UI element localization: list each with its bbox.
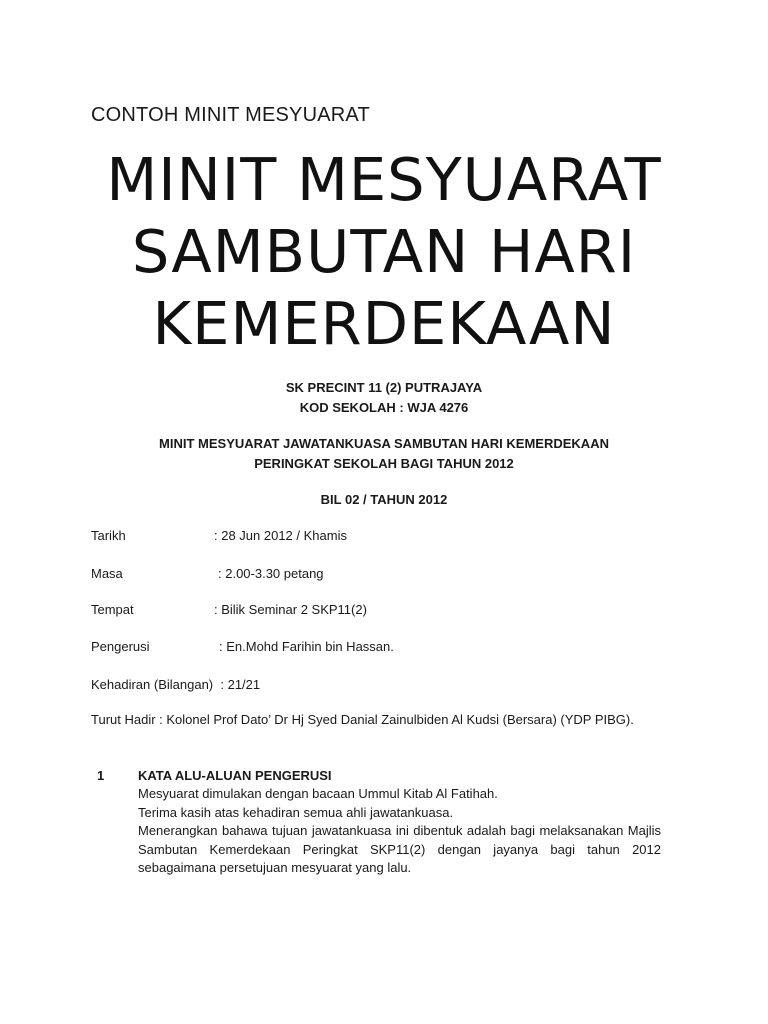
detail-row-masa	[91, 565, 324, 583]
detail-label: Tempat	[91, 602, 134, 617]
detail-value: : 28 Jun 2012 / Khamis	[214, 528, 347, 543]
detail-row-tarikh	[91, 527, 347, 545]
school-block	[0, 378, 768, 418]
detail-row-tempat	[91, 601, 367, 619]
detail-row-kehadiran	[91, 676, 260, 694]
section-number: 1	[97, 768, 105, 783]
detail-label: Kehadiran (Bilangan)	[91, 677, 214, 692]
title-line-2: SAMBUTAN HARI	[131, 217, 637, 286]
detail-label: Masa	[91, 566, 123, 581]
detail-label: Tarikh	[91, 528, 126, 543]
section-paragraph: Mesyuarat dimulakan dengan bacaan Ummul Kitab Al Fatihah.	[138, 786, 498, 801]
meeting-heading-line-2: PERINGKAT SEKOLAH BAGI TAHUN 2012	[254, 456, 514, 471]
section-paragraph: Terima kasih atas kehadiran semua ahli jawatankuasa.	[138, 805, 454, 820]
detail-value: : 21/21	[220, 677, 261, 692]
title-line-3: KEMERDEKAAN	[152, 289, 616, 358]
meeting-number: BIL 02 / TAHUN 2012	[320, 492, 448, 507]
school-code: KOD SEKOLAH : WJA 4276	[299, 400, 469, 415]
school-name: SK PRECINT 11 (2) PUTRAJAYA	[285, 380, 483, 395]
detail-label: Pengerusi	[91, 639, 150, 654]
detail-value: : 2.00-3.30 petang	[218, 566, 324, 581]
detail-value: : En.Mohd Farihin bin Hassan.	[219, 639, 394, 654]
section-title: KATA ALU-ALUAN PENGERUSI	[138, 768, 332, 783]
detail-value: : Bilik Seminar 2 SKP11(2)	[214, 602, 367, 617]
title-line-1: MINIT MESYUARAT	[106, 145, 662, 214]
meeting-heading-line-1: MINIT MESYUARAT JAWATANKUASA SAMBUTAN HARI KEMERDEKAAN	[159, 436, 609, 451]
document-kicker: CONTOH MINIT MESYUARAT	[91, 104, 370, 126]
meeting-heading	[0, 434, 768, 474]
turut-hadir: Turut Hadir : Kolonel Prof Dato’ Dr Hj Syed Danial Zainulbiden Al Kudsi (Bersara) (YDP PIBG).	[91, 712, 634, 727]
section-paragraph: Menerangkan bahawa tujuan jawatankuasa ini dibentuk adalah bagi melaksanakan Majlis Sambutan Kemerdekaan Peringkat SKP11(2) dengan jayanya bagi tahun 2012 sebagaimana persetujuan mesyuarat yang lalu.	[138, 823, 661, 875]
detail-row-pengerusi	[91, 638, 394, 656]
